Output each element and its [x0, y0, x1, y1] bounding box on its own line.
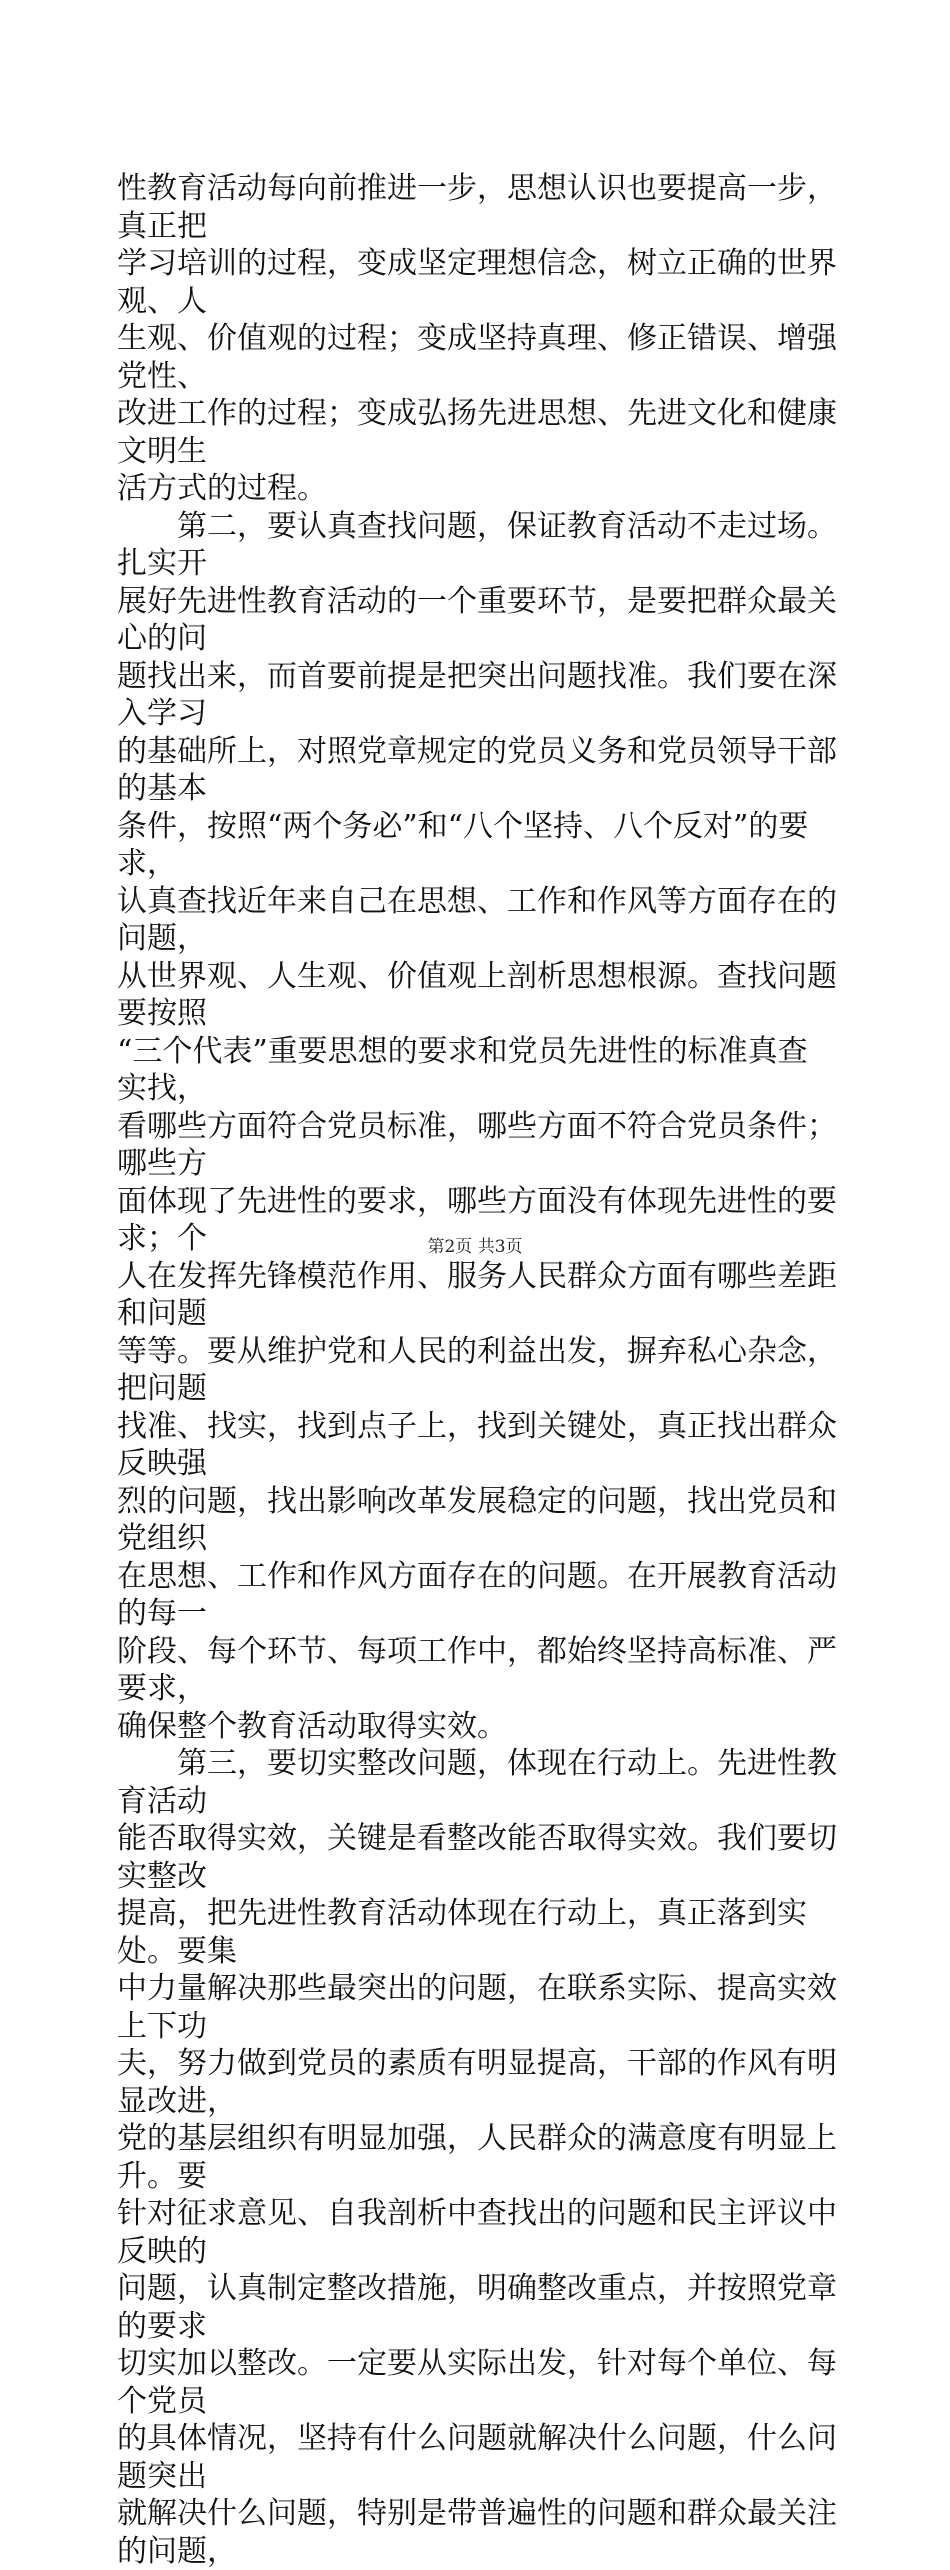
paragraph-third-point: 第三，要切实整改问题，体现在行动上。先进性教育活动 能否取得实效，关键是看整改能否取得实效。我们要切实整改 提高，把先进性教育活动体现在行动上，真正落到实处。要集 中力量解决那些最突出的问题，在联系实际、提高实效上下功 夫，努力做到党员的素质有明显提高，干部的作风有明显改进， 党的基层组织有明显加强，人民群众的满意度有明显上升。要 针对征求意见、自我剖析中查找出的问题和民主评议中反映的 问题，认真制定整改措施，明确整改重点，并按照党章的要求 切实加以整改。一定要从实际出发，针对每个单位、每个党员 的具体情况，坚持有什么问题就解决什么问题，什么问题突出 就解决什么问题，特别是带普遍性的问题和群众最关注的问题，	[117, 1746, 837, 2569]
page-number-footer: 第2页 共3页	[427, 1237, 523, 1257]
body-text	[117, 170, 837, 2570]
paragraph-continuation: 性教育活动每向前推进一步，思想认识也要提高一步，真正把 学习培训的过程，变成坚定理想信念，树立正确的世界观、人 生观、价值观的过程；变成坚持真理、修正错误、增强党性、 改进工作的过程；变成弘扬先进思想、先进文化和健康文明生 活方式的过程。	[117, 171, 837, 506]
paragraph-second-point: 第二，要认真查找问题，保证教育活动不走过场。扎实开 展好先进性教育活动的一个重要环节，是要把群众最关心的问 题找出来，而首要前提是把突出问题找准。我们要在深入学习 的基础所上，对照党章规定的党员义务和党员领导干部的基本 条件，按照“两个务必”和“八个坚持、八个反对”的要求， 认真查找近年来自己在思想、工作和作风等方面存在的问题， 从世界观、人生观、价值观上剖析思想根源。查找问题要按照 “三个代表”重要思想的要求和党员先进性的标准真查实找， 看哪些方面符合党员标准，哪些方面不符合党员条件；哪些方 面体现了先进性的要求，哪些方面没有体现先进性的要求；个 人在发挥先锋模范作用、服务人民群众方面有哪些差距和问题 等等。要从维护党和人民的利益出发，摒弃私心杂念，把问题 找准、找实，找到点子上，找到关键处，真正找出群众反映强 烈的问题，找出影响改革发展稳定的问题，找出党员和党组织 在思想、工作和作风方面存在的问题。在开展教育活动的每一 阶段、每个环节、每项工作中，都始终坚持高标准、严要求， 确保整个教育活动取得实效。	[117, 508, 837, 1744]
